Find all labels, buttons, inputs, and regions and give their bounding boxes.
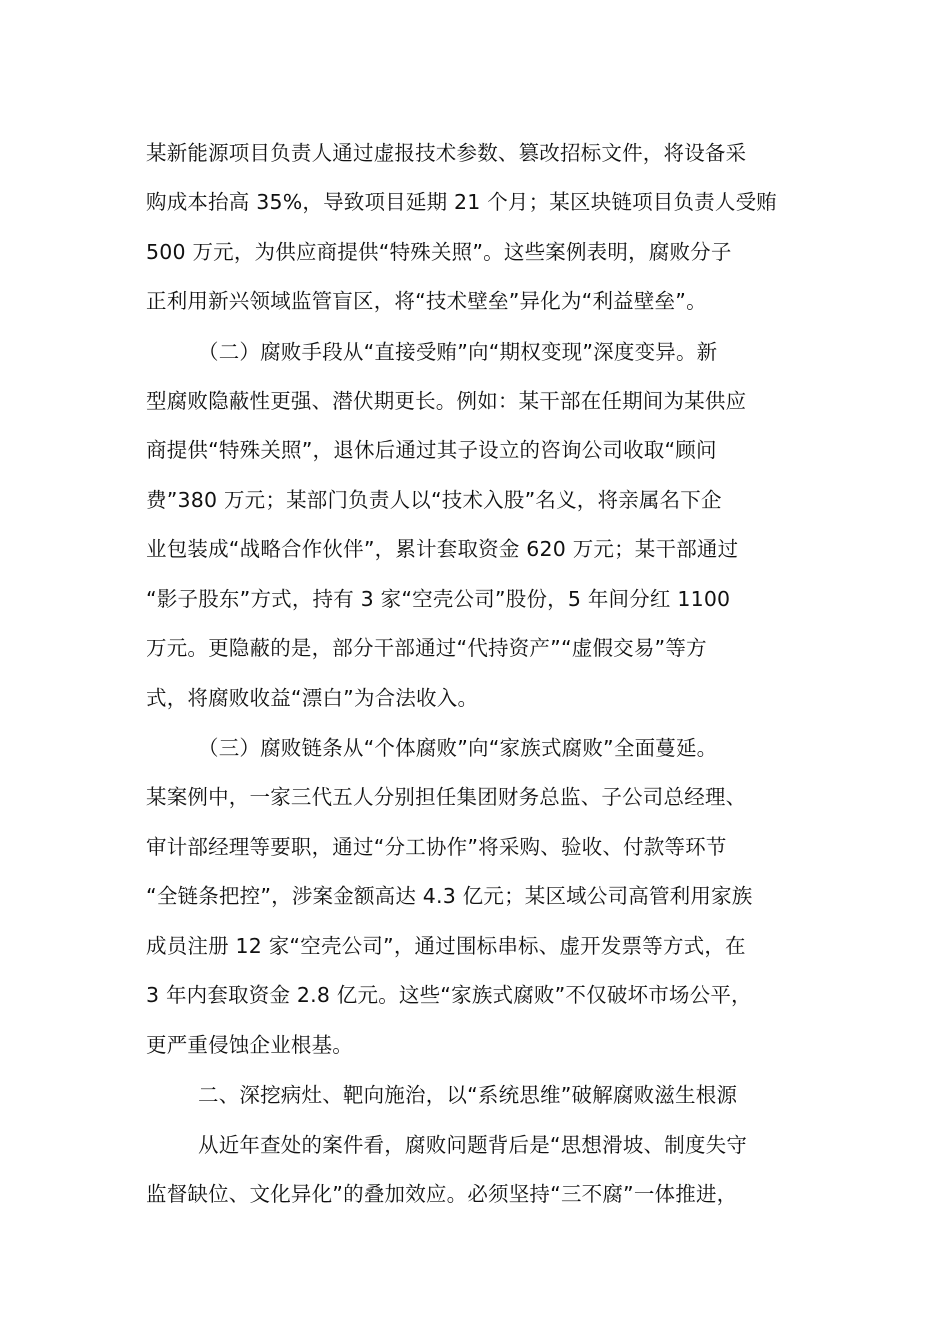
text-line: 万元。更隐蔽的是，部分干部通过“代持资产”“虚假交易”等方 — [146, 636, 707, 660]
text-line: 购成本抬高 35%，导致项目延期 21 个月；某区块链项目负责人受贿 — [146, 190, 777, 214]
text-line: 从近年查处的案件看，腐败问题背后是“思想滑坡、制度失守 — [198, 1133, 748, 1157]
text-line: “影子股东”方式，持有 3 家“空壳公司”股份，5 年间分红 1100 — [146, 587, 731, 611]
text-line: 式，将腐败收益“漂白”为合法收入。 — [146, 686, 479, 710]
text-line: （二）腐败手段从“直接受贿”向“期权变现”深度变异。新 — [198, 340, 718, 364]
section-heading: 二、深挖病灶、靶向施治，以“系统思维”破解腐败滋生根源 — [198, 1083, 738, 1107]
text-line: 500 万元，为供应商提供“特殊关照”。这些案例表明，腐败分子 — [146, 240, 732, 264]
text-line: 3 年内套取资金 2.8 亿元。这些“家族式腐败”不仅破坏市场公平， — [146, 983, 752, 1007]
text-line: 某案例中，一家三代五人分别担任集团财务总监、子公司总经理、 — [146, 785, 747, 809]
text-line: 成员注册 12 家“空壳公司”，通过围标串标、虚开发票等方式，在 — [146, 934, 746, 958]
text-line: 商提供“特殊关照”，退休后通过其子设立的咨询公司收取“顾问 — [146, 438, 717, 462]
text-line: 业包装成“战略合作伙伴”，累计套取资金 620 万元；某干部通过 — [146, 537, 739, 561]
text-line: 型腐败隐蔽性更强、潜伏期更长。例如：某干部在任期间为某供应 — [146, 389, 747, 413]
text-line: 更严重侵蚀企业根基。 — [146, 1033, 353, 1057]
text-line: 某新能源项目负责人通过虚报技术参数、篡改招标文件，将设备采 — [146, 141, 747, 165]
text-line: 审计部经理等要职，通过“分工协作”将采购、验收、付款等环节 — [146, 835, 727, 859]
text-line: “全链条把控”，涉案金额高达 4.3 亿元；某区域公司高管利用家族 — [146, 884, 753, 908]
text-line: 正利用新兴领域监管盲区，将“技术壁垒”异化为“利益壁垒”。 — [146, 289, 707, 313]
text-line: 费”380 万元；某部门负责人以“技术入股”名义，将亲属名下企 — [146, 488, 722, 512]
text-line: （三）腐败链条从“个体腐败”向“家族式腐败”全面蔓延。 — [198, 736, 718, 760]
text-line: 监督缺位、文化异化”的叠加效应。必须坚持“三不腐”一体推进， — [146, 1182, 738, 1206]
